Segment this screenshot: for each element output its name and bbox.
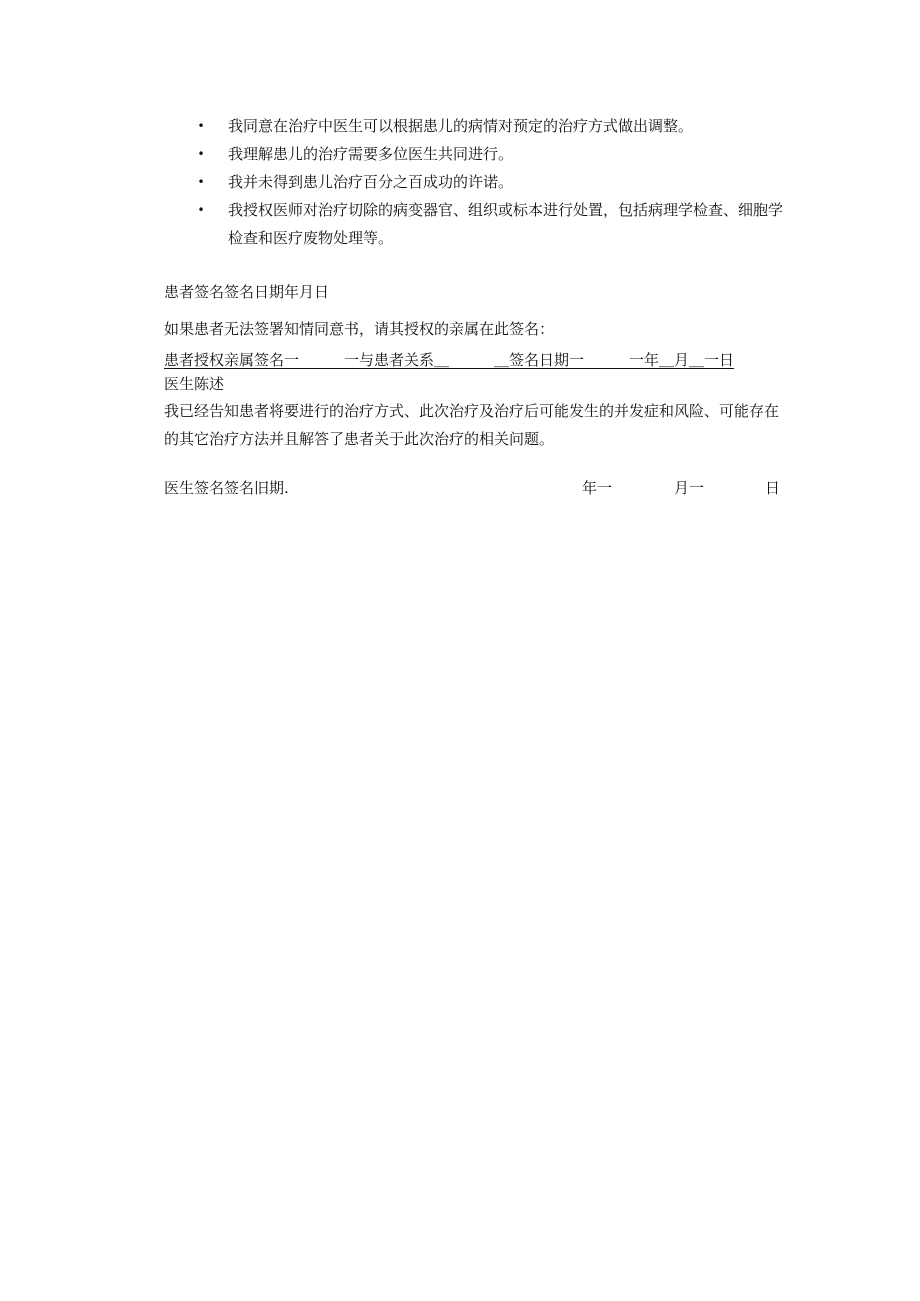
list-item [196, 168, 786, 196]
proxy-signature-intro: 如果患者无法签署知情同意书，请其授权的亲属在此签名： [164, 320, 555, 338]
doctor-statement-text: 我已经告知患者将要进行的治疗方式、此次治疗及治疗后可能发生的并发症和风险、可能存在的其它治疗方法并且解答了患者关于此次治疗的相关问题。 [164, 402, 780, 448]
bullet-text: 我授权医师对治疗切除的病变器官、组织或标本进行处置，包括病理学检查、细胞学检查和医疗废物处理等。 [228, 201, 784, 247]
doctor-signature-day: 日 [764, 479, 780, 497]
doctor-signature-year: 年一 [582, 479, 613, 497]
doctor-statement-heading: 医生陈述 [164, 375, 225, 393]
bullet-icon: • [197, 175, 205, 189]
patient-signature-line: 患者签名签名日期年月日 [164, 283, 330, 301]
list-item [196, 112, 786, 140]
bullet-text: 我理解患儿的治疗需要多位医生共同进行。 [228, 145, 514, 163]
doctor-signature-label: 医生签名签名旧期. [164, 479, 289, 497]
bullet-text: 我同意在治疗中医生可以根据患儿的病情对预定的治疗方式做出调整。 [228, 117, 694, 135]
doctor-signature-month: 月一 [674, 479, 705, 497]
bullet-icon: • [197, 147, 205, 161]
list-item [196, 196, 786, 252]
bullet-text: 我并未得到患儿治疗百分之百成功的许诺。 [228, 173, 514, 191]
proxy-signature-line: 患者授权亲属签名一 一与患者关系＿ ＿签名日期一 一年＿月＿一日 [164, 351, 735, 369]
bullet-icon: • [197, 203, 205, 217]
doctor-signature-row [164, 474, 780, 502]
list-item [196, 140, 786, 168]
bullet-icon: • [197, 119, 205, 133]
consent-bullet-list [196, 112, 786, 252]
